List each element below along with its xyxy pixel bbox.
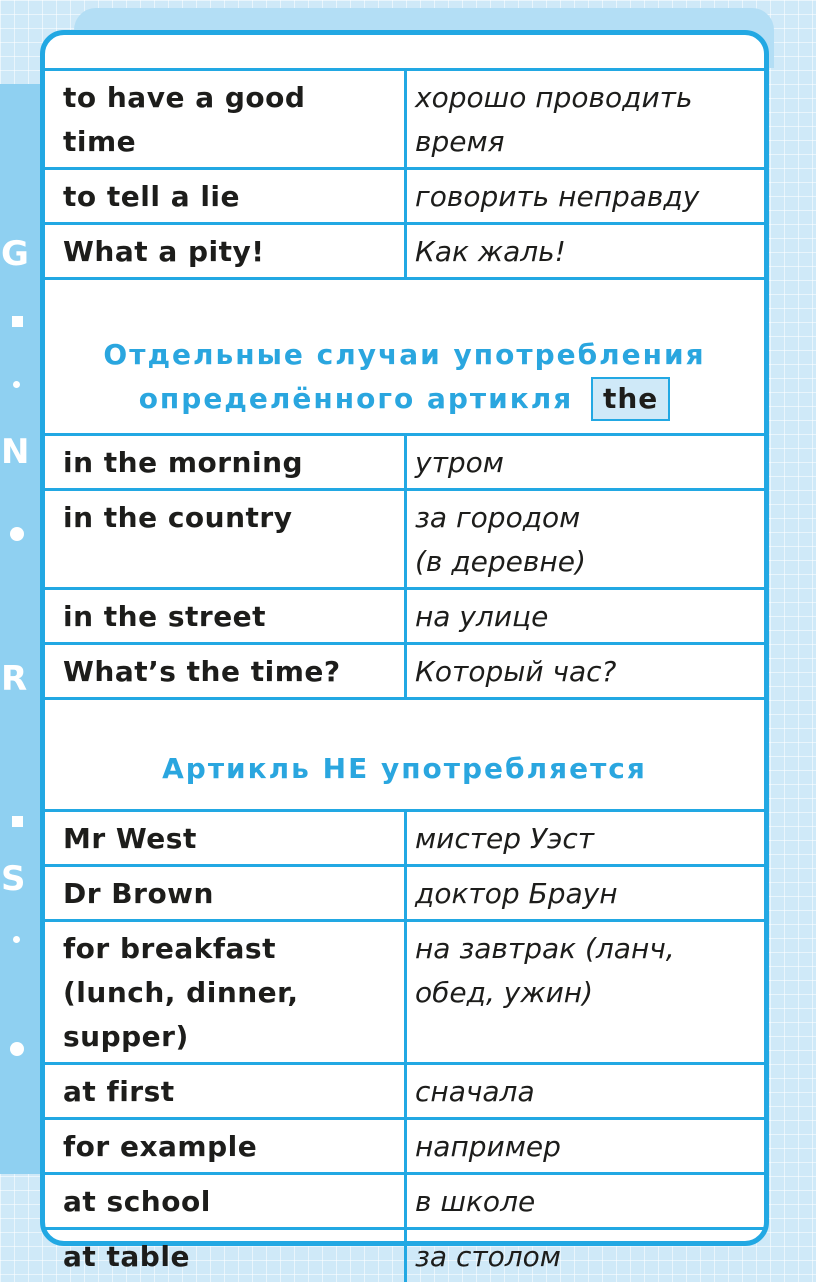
section-heading-text: определённого артикля: [138, 382, 574, 415]
phrase-line: for breakfast: [63, 932, 276, 965]
table-row: [45, 1175, 764, 1230]
english-phrase: [45, 590, 407, 642]
section-heading-line: Артикль НЕ употребляется: [162, 752, 647, 785]
russian-translation: [407, 812, 764, 864]
translation-line: сначала: [415, 1075, 535, 1108]
article-the-badge: the: [591, 377, 670, 421]
table-row: [45, 170, 764, 225]
decor-letter-s: S: [1, 859, 26, 899]
russian-translation: [407, 1120, 764, 1172]
phrase-line: supper): [63, 1020, 189, 1053]
table-row: [45, 436, 764, 491]
table-row: [45, 71, 764, 170]
phrase-line: to have a good: [63, 81, 306, 114]
russian-translation: [407, 436, 764, 488]
phrase-line: Mr West: [63, 822, 197, 855]
decor-letter-g: G: [1, 234, 29, 274]
english-phrase: [45, 645, 407, 697]
russian-translation: [407, 867, 764, 919]
decor-letter-n: N: [1, 432, 30, 472]
translation-line: на завтрак (ланч,: [415, 932, 675, 965]
russian-translation: [407, 1065, 764, 1117]
translation-line: например: [415, 1130, 561, 1163]
phrase-line: at school: [63, 1185, 211, 1218]
section-heading-no-article: [45, 700, 764, 812]
phrase-line: in the street: [63, 600, 267, 633]
card-top-padding: [45, 35, 764, 71]
english-phrase: [45, 1230, 407, 1282]
table-row: [45, 590, 764, 645]
russian-translation: [407, 1230, 764, 1282]
russian-translation: [407, 71, 764, 167]
phrase-line: What’s the time?: [63, 655, 341, 688]
russian-translation: [407, 922, 764, 1062]
russian-translation: [407, 590, 764, 642]
english-phrase: [45, 491, 407, 587]
translation-line: Как жаль!: [415, 235, 566, 268]
table-row: [45, 1065, 764, 1120]
table-row: [45, 1120, 764, 1175]
decor-square: [12, 316, 23, 327]
table-row: [45, 922, 764, 1065]
translation-line: в школе: [415, 1185, 536, 1218]
phrase-line: at first: [63, 1075, 175, 1108]
phrase-line: in the morning: [63, 446, 304, 479]
phrase-line: Dr Brown: [63, 877, 214, 910]
table-row: [45, 225, 764, 280]
translation-line: мистер Уэст: [415, 822, 595, 855]
english-phrase: [45, 812, 407, 864]
russian-translation: [407, 170, 764, 222]
table-row: [45, 812, 764, 867]
decor-dot: [10, 1042, 24, 1056]
phrase-line: for example: [63, 1130, 258, 1163]
phrase-line: at table: [63, 1240, 190, 1273]
translation-line: на улице: [415, 600, 549, 633]
english-phrase: [45, 1175, 407, 1227]
translation-line: за городом: [415, 501, 581, 534]
russian-translation: [407, 645, 764, 697]
table-row: [45, 867, 764, 922]
phrase-line: in the country: [63, 501, 293, 534]
table-row: [45, 491, 764, 590]
phrase-line: What a pity!: [63, 235, 265, 268]
phrase-line: to tell a lie: [63, 180, 241, 213]
section-heading-line: [45, 377, 764, 421]
translation-line: доктор Браун: [415, 877, 618, 910]
english-phrase: [45, 1120, 407, 1172]
translation-line: (в деревне): [415, 545, 586, 578]
decor-square: [12, 816, 23, 827]
decor-letter-r: R: [1, 659, 28, 699]
english-phrase: [45, 71, 407, 167]
english-phrase: [45, 867, 407, 919]
decor-dot: [13, 936, 20, 943]
table-row: [45, 1230, 764, 1282]
decor-dot: [10, 527, 24, 541]
section-heading-definite-article: [45, 280, 764, 436]
translation-line: за столом: [415, 1240, 561, 1273]
english-phrase: [45, 1065, 407, 1117]
english-phrase: [45, 225, 407, 277]
english-phrase: [45, 436, 407, 488]
decorative-side-strip: [0, 84, 40, 1174]
translation-line: утром: [415, 446, 504, 479]
phrase-card: [40, 30, 769, 1273]
translation-line: хорошо проводить: [415, 81, 693, 114]
translation-line: говорить неправду: [415, 180, 700, 213]
russian-translation: [407, 225, 764, 277]
table-row: [45, 645, 764, 700]
phrase-line: (lunch, dinner,: [63, 976, 299, 1009]
section-heading-line: Отдельные случаи употребления: [103, 338, 706, 371]
english-phrase: [45, 170, 407, 222]
phrase-line: time: [63, 125, 137, 158]
russian-translation: [407, 1175, 764, 1227]
translation-line: Который час?: [415, 655, 617, 688]
decor-dot: [13, 381, 20, 388]
english-phrase: [45, 922, 407, 1062]
translation-line: обед, ужин): [415, 976, 594, 1009]
russian-translation: [407, 491, 764, 587]
translation-line: время: [415, 125, 505, 158]
